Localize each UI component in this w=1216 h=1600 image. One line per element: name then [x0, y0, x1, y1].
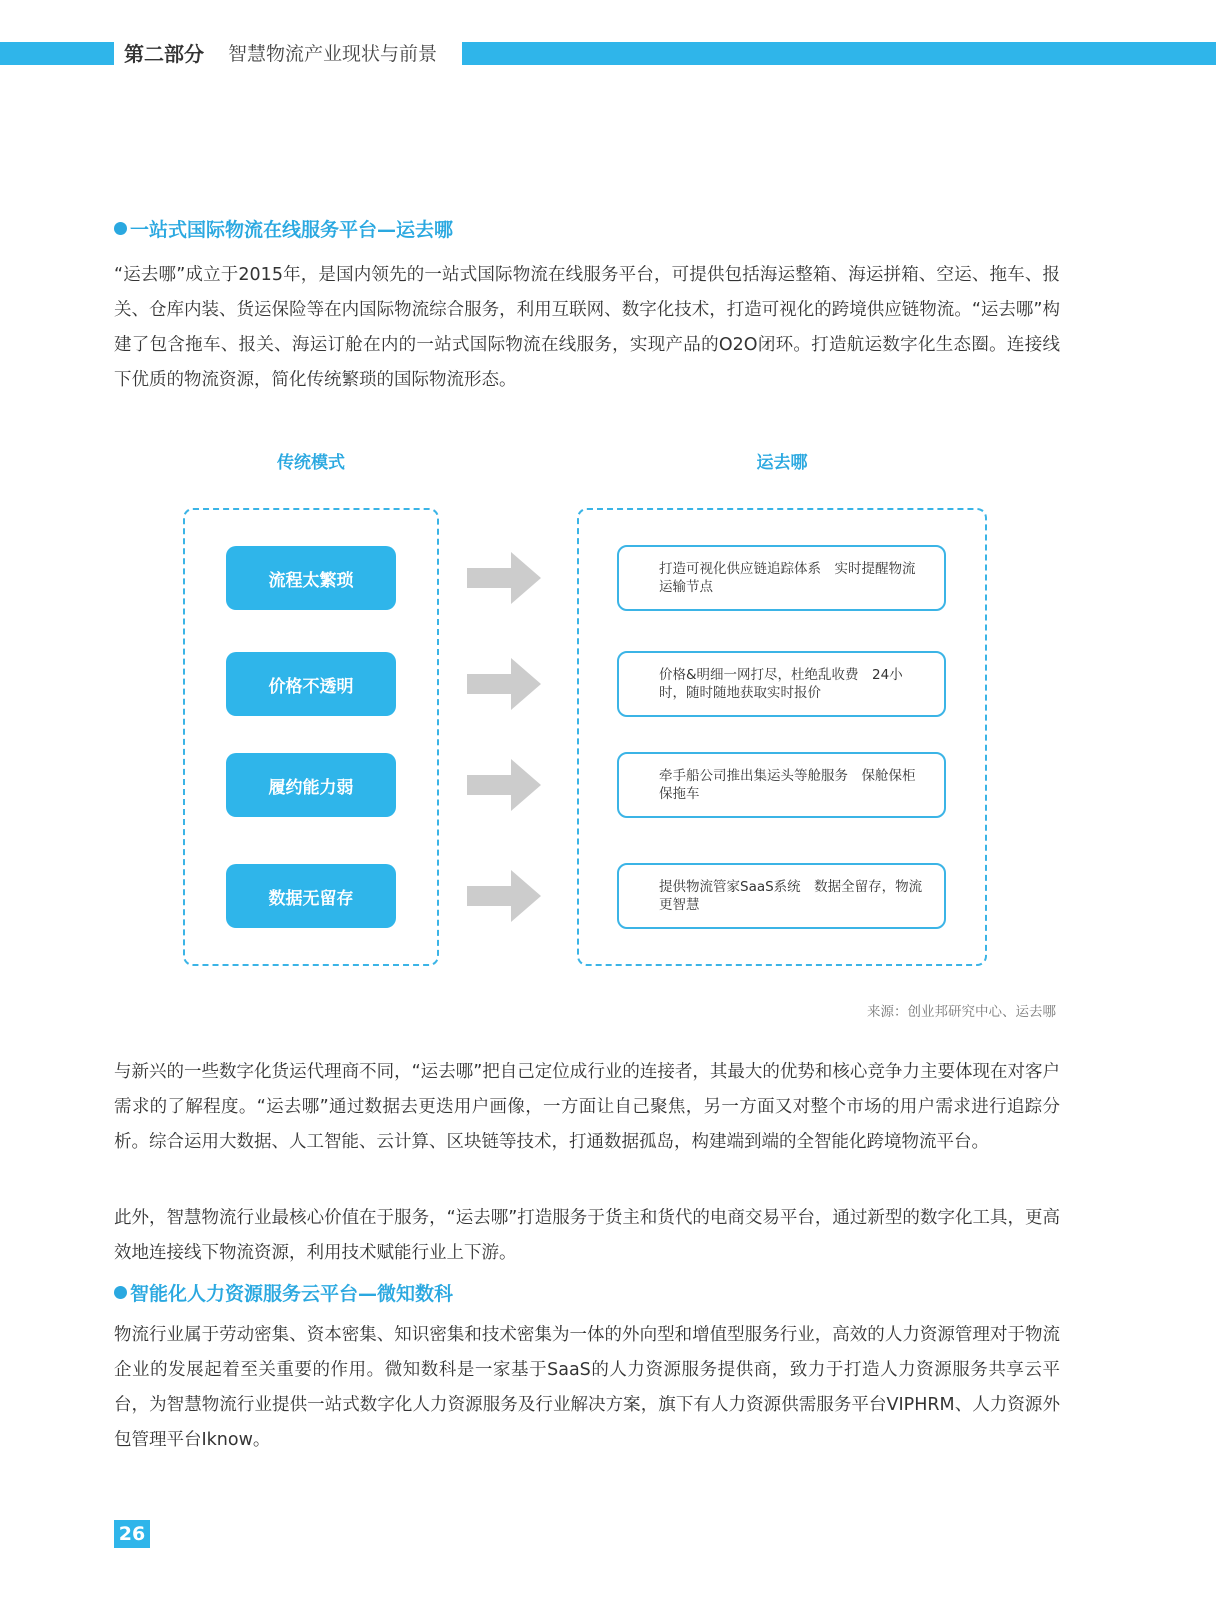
header-part-label: 第二部分: [124, 42, 204, 66]
analysis-paragraph: 与新兴的一些数字化货运代理商不同，“运去哪”把自己定位成行业的连接者，其最大的优势和核心竞争力主要体现在对客户需求的了解程度。“运去哪”通过数据去更迭用户画像，一方面让自己聚焦，另一方面又对整个市场的用户需求进行追踪分析。综合运用大数据、人工智能、云计算、区块链等技术，打通数据孤岛，构建端到端的全智能化跨境物流平台。: [114, 1062, 1060, 1152]
right-arrow-icon: [467, 658, 541, 710]
section-heading-weizhishuke: 智能化人力资源服务云平台—微知数科: [114, 1280, 453, 1308]
diagram-source: 来源：创业邦研究中心、运去哪: [867, 1004, 1056, 1020]
solution-card: 价格&明细一网打尽，杜绝乱收费 24小时，随时随地获取实时报价: [617, 651, 946, 717]
problem-pill: 流程太繁琐: [226, 546, 396, 610]
header-title: 智慧物流产业现状与前景: [228, 43, 438, 65]
problem-pill: 履约能力弱: [226, 753, 396, 817]
solution-card: 提供物流管家SaaS系统 数据全留存，物流更智慧: [617, 863, 946, 929]
page-number: 26: [114, 1520, 150, 1548]
bullet-dot-icon: [114, 1286, 127, 1299]
yunquna-mode-title: 运去哪: [756, 453, 808, 473]
right-arrow-icon: [467, 870, 541, 922]
value-paragraph: 此外，智慧物流行业最核心价值在于服务，“运去哪”打造服务于货主和货代的电商交易平台，通过新型的数字化工具，更高效地连接线下物流资源，利用技术赋能行业上下游。: [114, 1208, 1060, 1263]
section-heading-yunquna: 一站式国际物流在线服务平台—运去哪: [114, 216, 453, 244]
right-arrow-icon: [467, 759, 541, 811]
traditional-mode-title: 传统模式: [277, 453, 345, 473]
header-bar-right: [462, 42, 1216, 65]
right-arrow-icon: [467, 552, 541, 604]
problem-pill: 价格不透明: [226, 652, 396, 716]
solution-card: 打造可视化供应链追踪体系 实时提醒物流运输节点: [617, 545, 946, 611]
header-bar-left: [0, 42, 114, 65]
intro-paragraph: “运去哪”成立于2015年，是国内领先的一站式国际物流在线服务平台，可提供包括海运整箱、海运拼箱、空运、拖车、报关、仓库内装、货运保险等在内国际物流综合服务，利用互联网、数字化技术，打造可视化的跨境供应链物流。“运去哪”构建了包含拖车、报关、海运订舱在内的一站式国际物流在线服务，实现产品的O2O闭环。打造航运数字化生态圈。连接线下优质的物流资源，简化传统繁琐的国际物流形态。: [114, 265, 1060, 390]
problem-pill: 数据无留存: [226, 864, 396, 928]
bullet-dot-icon: [114, 222, 127, 235]
solution-card: 牵手船公司推出集运头等舱服务 保舱保柜保拖车: [617, 752, 946, 818]
hr-paragraph: 物流行业属于劳动密集、资本密集、知识密集和技术密集为一体的外向型和增值型服务行业，高效的人力资源管理对于物流企业的发展起着至关重要的作用。微知数科是一家基于SaaS的人力资源服务提供商，致力于打造人力资源服务共享云平台，为智慧物流行业提供一站式数字化人力资源服务及行业解决方案，旗下有人力资源供需服务平台VIPHRM、人力资源外包管理平台Iknow。: [114, 1325, 1060, 1450]
